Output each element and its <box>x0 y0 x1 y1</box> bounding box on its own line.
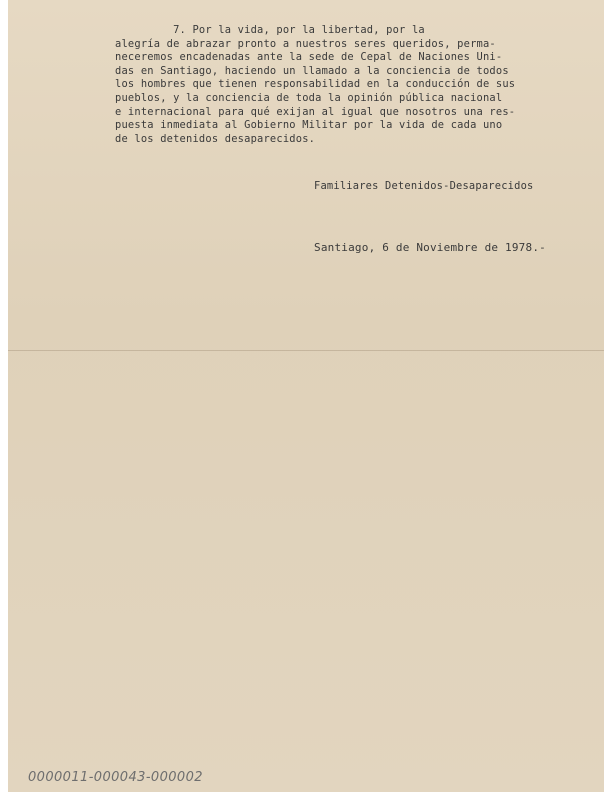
paragraph-line: e internacional para qué exijan al igual que nosotros una res- <box>115 105 516 118</box>
archive-stamp: 0000011-000043-000002 <box>28 770 203 785</box>
paragraph-line: puesta inmediata al Gobierno Militar por la vida de cada uno <box>115 119 503 132</box>
paragraph-line: los hombres que tienen responsabilidad en la conducción de sus <box>115 78 516 91</box>
date-line: Santiago, 6 de Noviembre de 1978.- <box>314 241 546 254</box>
signature-line: Familiares Detenidos-Desaparecidos <box>314 180 534 192</box>
paragraph-line: de los detenidos desaparecidos. <box>115 132 316 145</box>
paragraph-point-7 <box>115 24 515 146</box>
paragraph-line: 7. Por la vida, por la libertad, por la <box>115 24 425 36</box>
paragraph-line: das en Santiago, haciendo un llamado a la conciencia de todos <box>115 64 509 77</box>
page-fold-line <box>8 350 604 351</box>
paragraph-line: alegría de abrazar pronto a nuestros seres queridos, perma- <box>115 37 496 50</box>
paragraph-line: pueblos, y la conciencia de toda la opinión pública nacional <box>115 91 503 104</box>
paragraph-line: neceremos encadenadas ante la sede de Cepal de Naciones Uni- <box>115 51 503 64</box>
